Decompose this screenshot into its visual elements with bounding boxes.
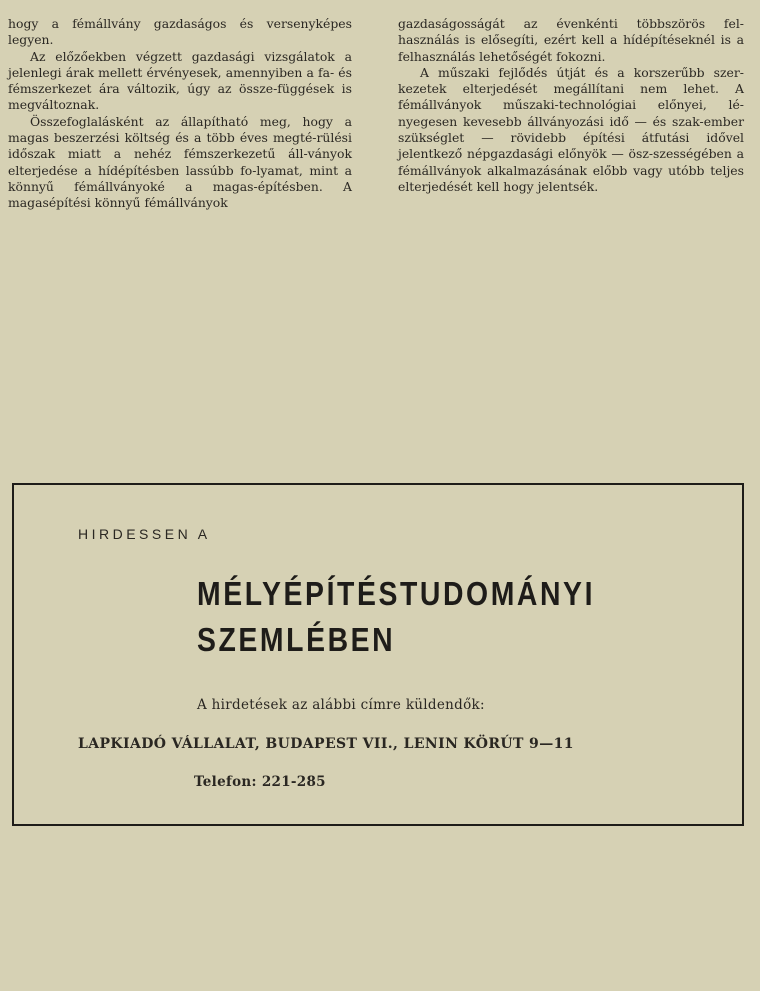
- ad-phone: Telefon: 221-285: [194, 774, 326, 790]
- ad-title-line1: MÉLYÉPÍTÉSTUDOMÁNYI: [197, 575, 596, 612]
- article-paragraph: Összefoglalásként az állapítható meg, hogy a magas beszerzési költség és a több éves megté-rülési időszak miatt a nehéz fémszerkezetű áll-ványok elterjedése a hídépítésben lassúbb fo-lyamat, mint a könnyű fémállványoké a magas-építésben. A magasépítési könnyű fémállványok: [8, 113, 352, 211]
- ad-title-line2: SZEMLÉBEN: [197, 621, 396, 658]
- article-paragraph: Az előzőekben végzett gazdasági vizsgálatok a jelenlegi árak mellett érvényesek, amennyiben a fa- és fémszerkezet ára változik, úgy az össze-függések is megváltoznak.: [8, 48, 352, 113]
- article-paragraph: hogy a fémállvány gazdaságos és versenyképes legyen.: [8, 16, 352, 48]
- ad-kicker: HIRDESSEN A: [78, 526, 211, 542]
- ad-instruction: A hirdetések az alábbi címre küldendők:: [197, 697, 485, 713]
- article-left-column: [8, 16, 352, 212]
- advertisement-box: [12, 483, 744, 826]
- article-right-column: [398, 16, 744, 195]
- ad-address: LAPKIADÓ VÁLLALAT, BUDAPEST VII., LENIN KÖRÚT 9—11: [78, 736, 574, 752]
- article-paragraph: A műszaki fejlődés útját és a korszerűbb szer-kezetek elterjedését megállítani nem lehet. A fémállványok műszaki-technológiai előnyei, lé-nyegesen kevesebb állványozási idő — és szak-ember szükséglet — rövidebb építési átfutási idővel jelentkező népgazdasági előnyök — ösz-szességében a fémállványok alkalmazásának előbb vagy utóbb teljes elterjedését kell hogy jelentsék.: [398, 64, 744, 194]
- article-paragraph: gazdaságosságát az évenkénti többszörös fel-használás is elősegíti, ezért kell a hídépítéseknél is a felhasználás lehetőségét fokozni.: [398, 16, 744, 64]
